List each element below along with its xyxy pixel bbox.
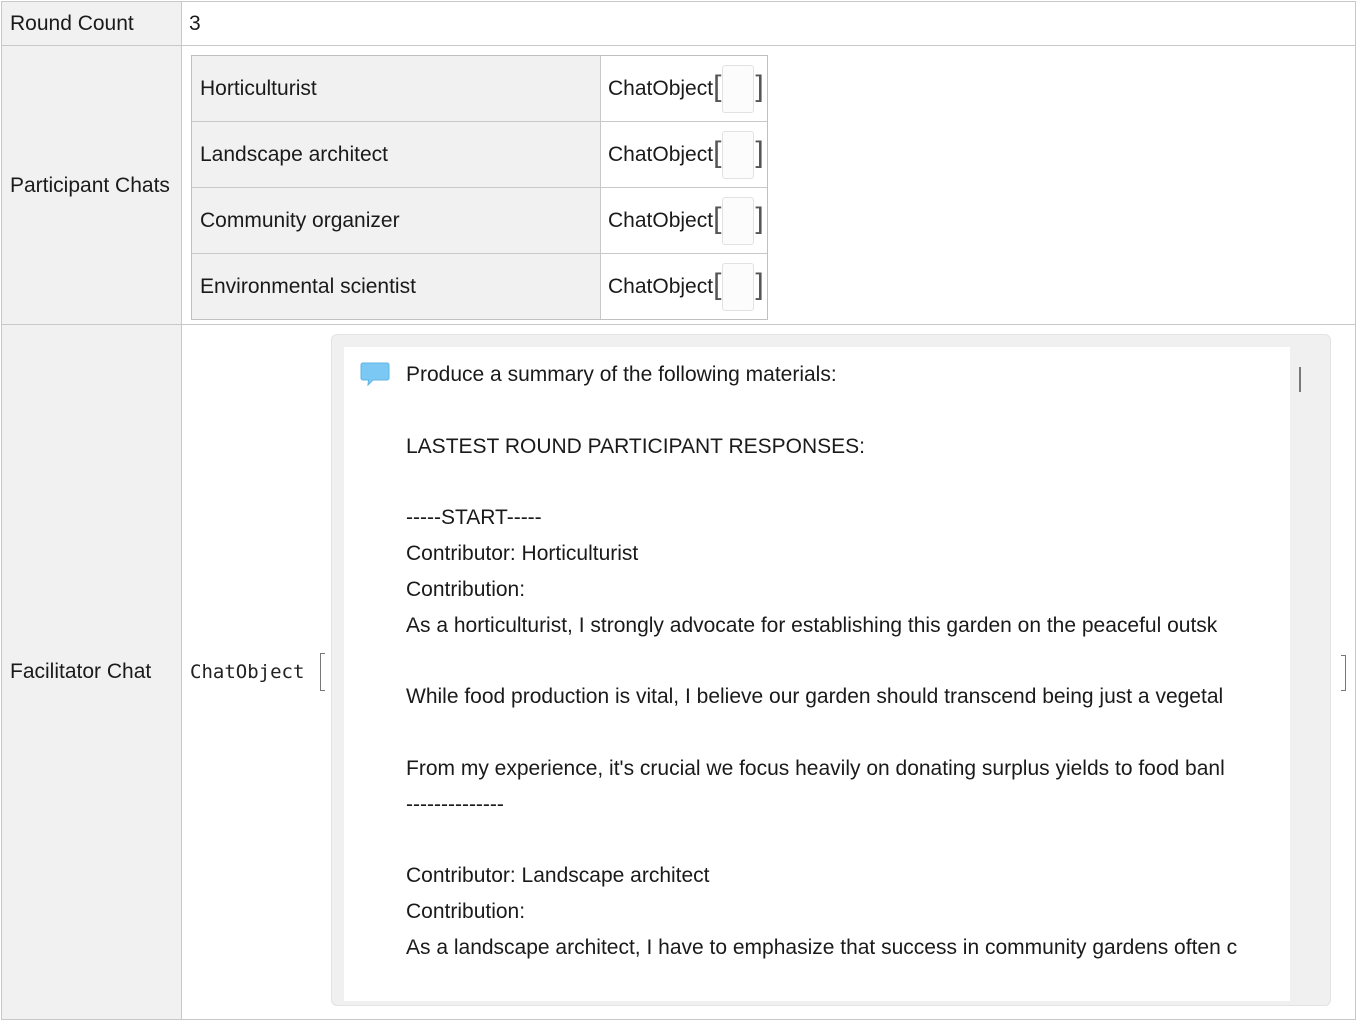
participant-row <box>192 56 767 121</box>
participant-row <box>192 253 767 319</box>
chat-object-label: ChatObject <box>608 142 714 166</box>
message-line <box>406 393 1308 429</box>
facilitator-chat-row <box>2 324 1355 1019</box>
open-bracket <box>320 653 325 691</box>
facilitator-chat-panel[interactable] <box>331 334 1331 1006</box>
participant-chat-object[interactable] <box>601 188 767 253</box>
participant-row <box>192 121 767 187</box>
message-line <box>406 822 1308 858</box>
close-bracket <box>1341 655 1346 691</box>
open-bracket: [ <box>713 70 722 103</box>
message-line: As a landscape architect, I have to emphasize that success in community gardens often c <box>406 935 1238 959</box>
chat-object-label: ChatObject <box>608 274 714 298</box>
message-line: -------------- <box>406 792 504 816</box>
message-line: From my experience, it's crucial we focus heavily on donating surplus yields to food banl <box>406 756 1225 780</box>
facilitator-chat-label: Facilitator Chat <box>2 325 182 1019</box>
dataset-grid <box>1 1 1356 1020</box>
participant-chat-object[interactable] <box>601 254 767 319</box>
open-bracket: [ <box>713 268 722 301</box>
message-text <box>406 357 1308 966</box>
participant-chats-label: Participant Chats <box>2 46 182 325</box>
facilitator-chat-object-label: ChatObject <box>190 661 305 683</box>
close-bracket: ] <box>755 136 764 169</box>
participant-row <box>192 187 767 253</box>
chat-object-box[interactable] <box>722 263 754 311</box>
message-line: -----START----- <box>406 506 542 530</box>
participant-table <box>191 55 768 320</box>
message-line: Contributor: Landscape architect <box>406 864 710 888</box>
participant-name: Horticulturist <box>192 56 601 121</box>
message-line <box>406 464 1308 500</box>
participant-name: Landscape architect <box>192 122 601 187</box>
chat-object-box[interactable] <box>722 65 754 113</box>
vertical-scrollbar[interactable] <box>1290 347 1308 1001</box>
participant-chat-object[interactable] <box>601 56 767 121</box>
chat-object-label: ChatObject <box>608 208 714 232</box>
message-line <box>406 715 1308 751</box>
chat-object-box[interactable] <box>722 131 754 179</box>
message-viewport[interactable] <box>344 347 1308 1001</box>
message-line: As a horticulturist, I strongly advocate for establishing this garden on the peaceful outsk <box>406 613 1218 637</box>
participant-chat-object[interactable] <box>601 122 767 187</box>
message-line: Contribution: <box>406 899 526 923</box>
scrollbar-thumb[interactable] <box>1299 367 1301 392</box>
chat-object-box[interactable] <box>722 197 754 245</box>
round-count-value: 3 <box>189 11 201 35</box>
close-bracket: ] <box>755 268 764 301</box>
message-line: While food production is vital, I believe our garden should transcend being just a vegetal <box>406 685 1224 709</box>
message-line: Produce a summary of the following materials: <box>406 363 837 386</box>
open-bracket: [ <box>713 136 722 169</box>
chat-object-label: ChatObject <box>608 76 714 100</box>
participant-chats-row <box>2 45 1355 325</box>
open-bracket: [ <box>713 202 722 235</box>
round-count-label: Round Count <box>2 2 182 45</box>
speech-bubble-icon <box>360 362 390 386</box>
participant-name: Community organizer <box>192 188 601 253</box>
message-line <box>406 643 1308 679</box>
message-line: Contributor: Horticulturist <box>406 541 639 565</box>
close-bracket: ] <box>755 70 764 103</box>
close-bracket: ] <box>755 202 764 235</box>
message-line: Contribution: <box>406 577 526 601</box>
participant-name: Environmental scientist <box>192 254 601 319</box>
message-line: LASTEST ROUND PARTICIPANT RESPONSES: <box>406 434 865 458</box>
round-count-row <box>2 2 1355 45</box>
